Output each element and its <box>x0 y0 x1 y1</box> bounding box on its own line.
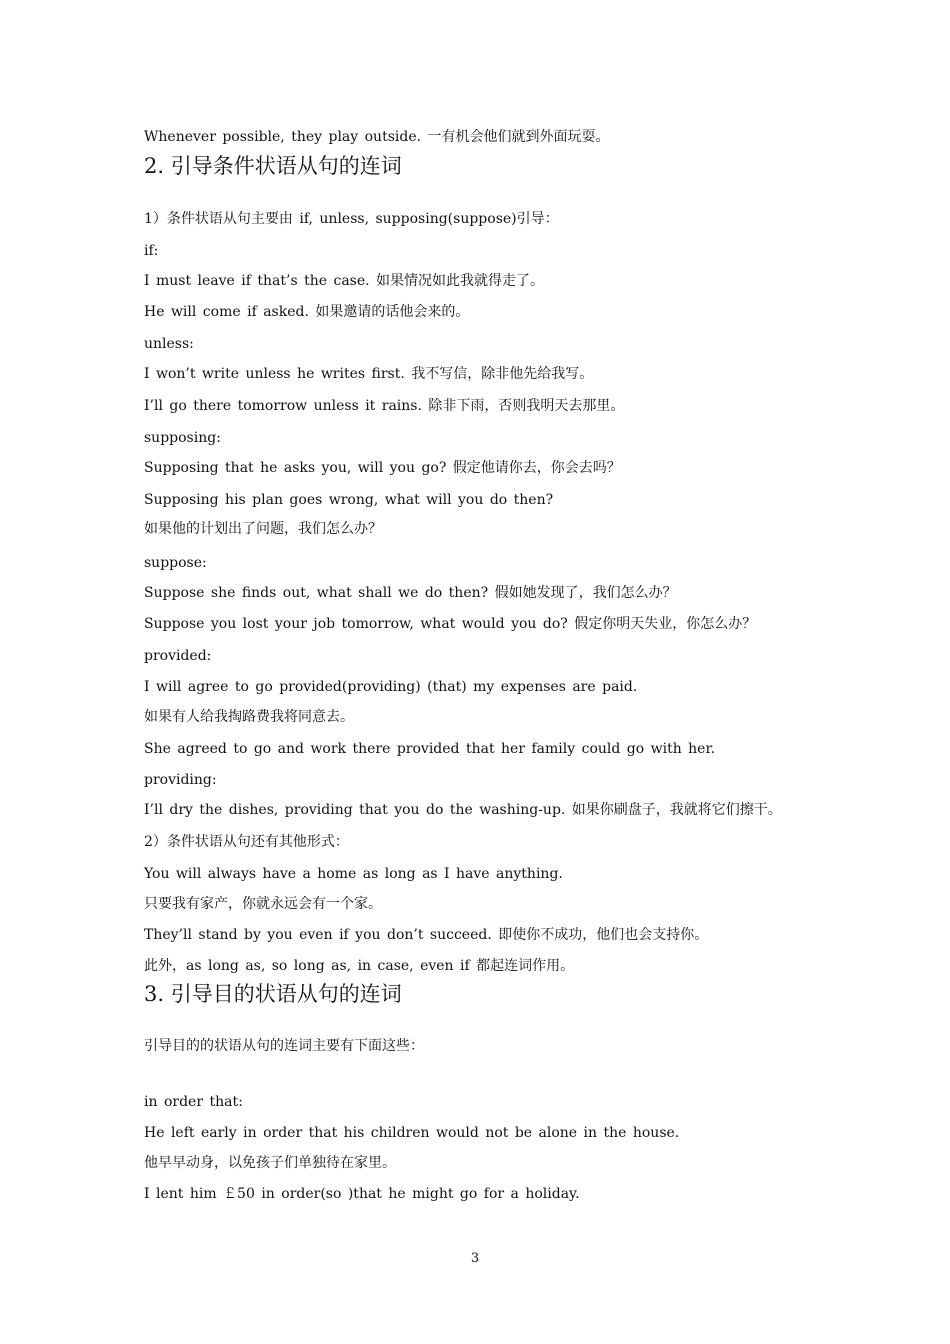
text-line: unless: <box>144 336 194 352</box>
text-line: He left early in order that his children would not be alone in the house. <box>144 1125 680 1141</box>
text-line: supposing: <box>144 430 221 446</box>
text-line: You will always have a home as long as I have anything. <box>144 866 563 882</box>
text-line: I’ll go there tomorrow unless it rains. 除非下雨，否则我明天去那里。 <box>144 398 625 414</box>
text-line: 此外，as long as, so long as, in case, even if 都起连词作用。 <box>144 958 575 974</box>
text-line: providing: <box>144 772 217 788</box>
text-line: I won’t write unless he writes first. 我不写信，除非他先给我写。 <box>144 366 594 382</box>
text-line: He will come if asked. 如果邀请的话他会来的。 <box>144 304 470 320</box>
text-line: Supposing his plan goes wrong, what will you do then? <box>144 492 554 508</box>
text-line: suppose: <box>144 555 207 571</box>
text-line: 2）条件状语从句还有其他形式： <box>144 834 349 850</box>
text-line: I’ll dry the dishes, providing that you do the washing-up. 如果你刷盘子，我就将它们擦干。 <box>144 802 782 818</box>
text-line: 引导目的的状语从句的连词主要有下面这些： <box>144 1038 424 1054</box>
text-line: Supposing that he asks you, will you go? 假定他请你去，你会去吗？ <box>144 460 621 476</box>
text-line: 1）条件状语从句主要由 if, unless, supposing(suppose)引导： <box>144 211 559 227</box>
text-line: 他早早动身，以免孩子们单独待在家里。 <box>144 1155 396 1171</box>
text-line: 只要我有家产，你就永远会有一个家。 <box>144 896 382 912</box>
text-line: 如果他的计划出了问题，我们怎么办？ <box>144 521 382 537</box>
section-heading: 3. 引导目的状语从句的连词 <box>144 982 402 1006</box>
text-line: Suppose she finds out, what shall we do then? 假如她发现了，我们怎么办？ <box>144 585 677 601</box>
text-line: I will agree to go provided(providing) (that) my expenses are paid. <box>144 679 638 695</box>
page-number: 3 <box>470 1251 480 1266</box>
text-line: They’ll stand by you even if you don’t succeed. 即使你不成功，他们也会支持你。 <box>144 927 709 943</box>
text-line: Suppose you lost your job tomorrow, what would you do? 假定你明天失业，你怎么办？ <box>144 616 757 632</box>
text-line: in order that: <box>144 1094 243 1110</box>
text-line: I must leave if that’s the case. 如果情况如此我就得走了。 <box>144 273 545 289</box>
text-line: Whenever possible, they play outside. 一有机会他们就到外面玩耍。 <box>144 129 610 145</box>
text-line: I lent him ￡50 in order(so )that he might go for a holiday. <box>144 1186 580 1202</box>
text-line: provided: <box>144 648 212 664</box>
text-line: if: <box>144 243 159 259</box>
section-heading: 2. 引导条件状语从句的连词 <box>144 154 402 178</box>
text-line: She agreed to go and work there provided that her family could go with her. <box>144 741 716 757</box>
text-line: 如果有人给我掏路费我将同意去。 <box>144 709 354 725</box>
